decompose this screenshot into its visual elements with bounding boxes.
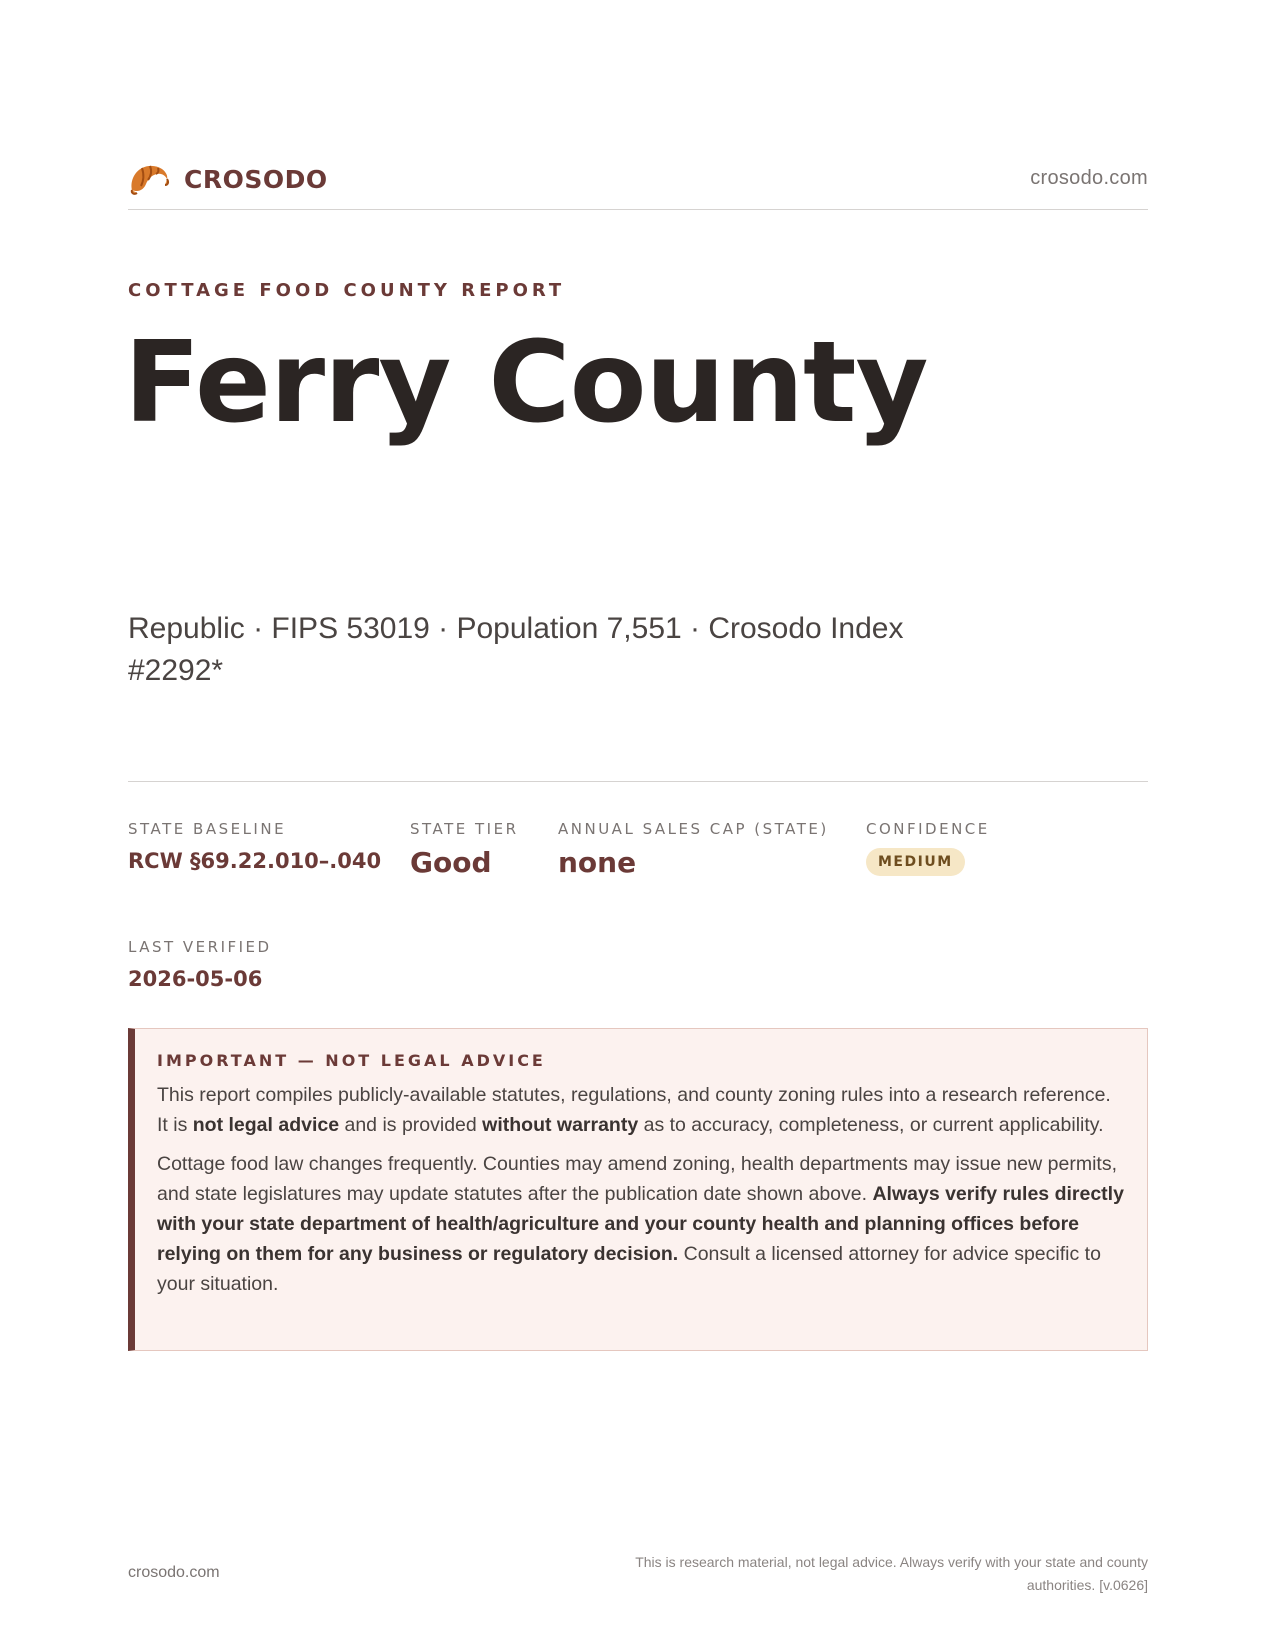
footer-site-link[interactable]: crosodo.com (128, 1564, 220, 1581)
page-title: Ferry County (124, 318, 928, 448)
notice-title: IMPORTANT — NOT LEGAL ADVICE (157, 1051, 546, 1070)
report-eyebrow: COTTAGE FOOD COUNTY REPORT (128, 280, 566, 301)
stat-state-baseline (128, 820, 381, 873)
stat-label: CONFIDENCE (866, 820, 990, 838)
stat-confidence (866, 820, 990, 876)
brand-name: CROSODO (184, 164, 328, 194)
legal-notice (128, 1028, 1148, 1351)
notice-paragraph-2: Cottage food law changes frequently. Counties may amend zoning, health departments may issue new permits, and state legislatures may update statutes after the publication date shown above. Always verify rules directly with your state department of health/agriculture and your county health and planning offices before relying on them for any business or regulatory decision. Consult a licensed attorney for advice specific to your situation. (157, 1153, 1124, 1295)
stat-label: STATE TIER (410, 820, 519, 838)
footer-disclaimer: This is research material, not legal advice. Always verify with your state and county authorities. [v.0626] (635, 1554, 1148, 1593)
stat-value: none (558, 846, 637, 879)
report-page (124, 0, 1148, 1650)
croissant-icon (128, 160, 170, 198)
stat-state-tier (410, 820, 519, 879)
section-divider (128, 781, 1148, 782)
notice-paragraph-1: This report compiles publicly-available statutes, regulations, and county zoning rules into a research reference. It is not legal advice and is provided without warranty as to accuracy, completeness, or current applicability. (157, 1084, 1111, 1136)
county-subtitle: Republic · FIPS 53019 · Population 7,551 · Crosodo Index #2292* (128, 612, 904, 687)
brand[interactable] (128, 160, 328, 198)
confidence-badge: MEDIUM (866, 848, 965, 876)
stat-label: STATE BASELINE (128, 820, 287, 838)
stat-value: Good (410, 846, 492, 879)
page-header (128, 158, 1148, 210)
stat-annual-sales-cap (558, 820, 829, 879)
site-link[interactable]: crosodo.com (1030, 167, 1148, 189)
stat-label: LAST VERIFIED (128, 938, 272, 956)
stat-value: 2026-05-06 (128, 967, 263, 991)
stat-value: RCW §69.22.010–.040 (128, 849, 382, 873)
stat-last-verified (128, 938, 272, 991)
stat-label: ANNUAL SALES CAP (STATE) (558, 820, 829, 838)
